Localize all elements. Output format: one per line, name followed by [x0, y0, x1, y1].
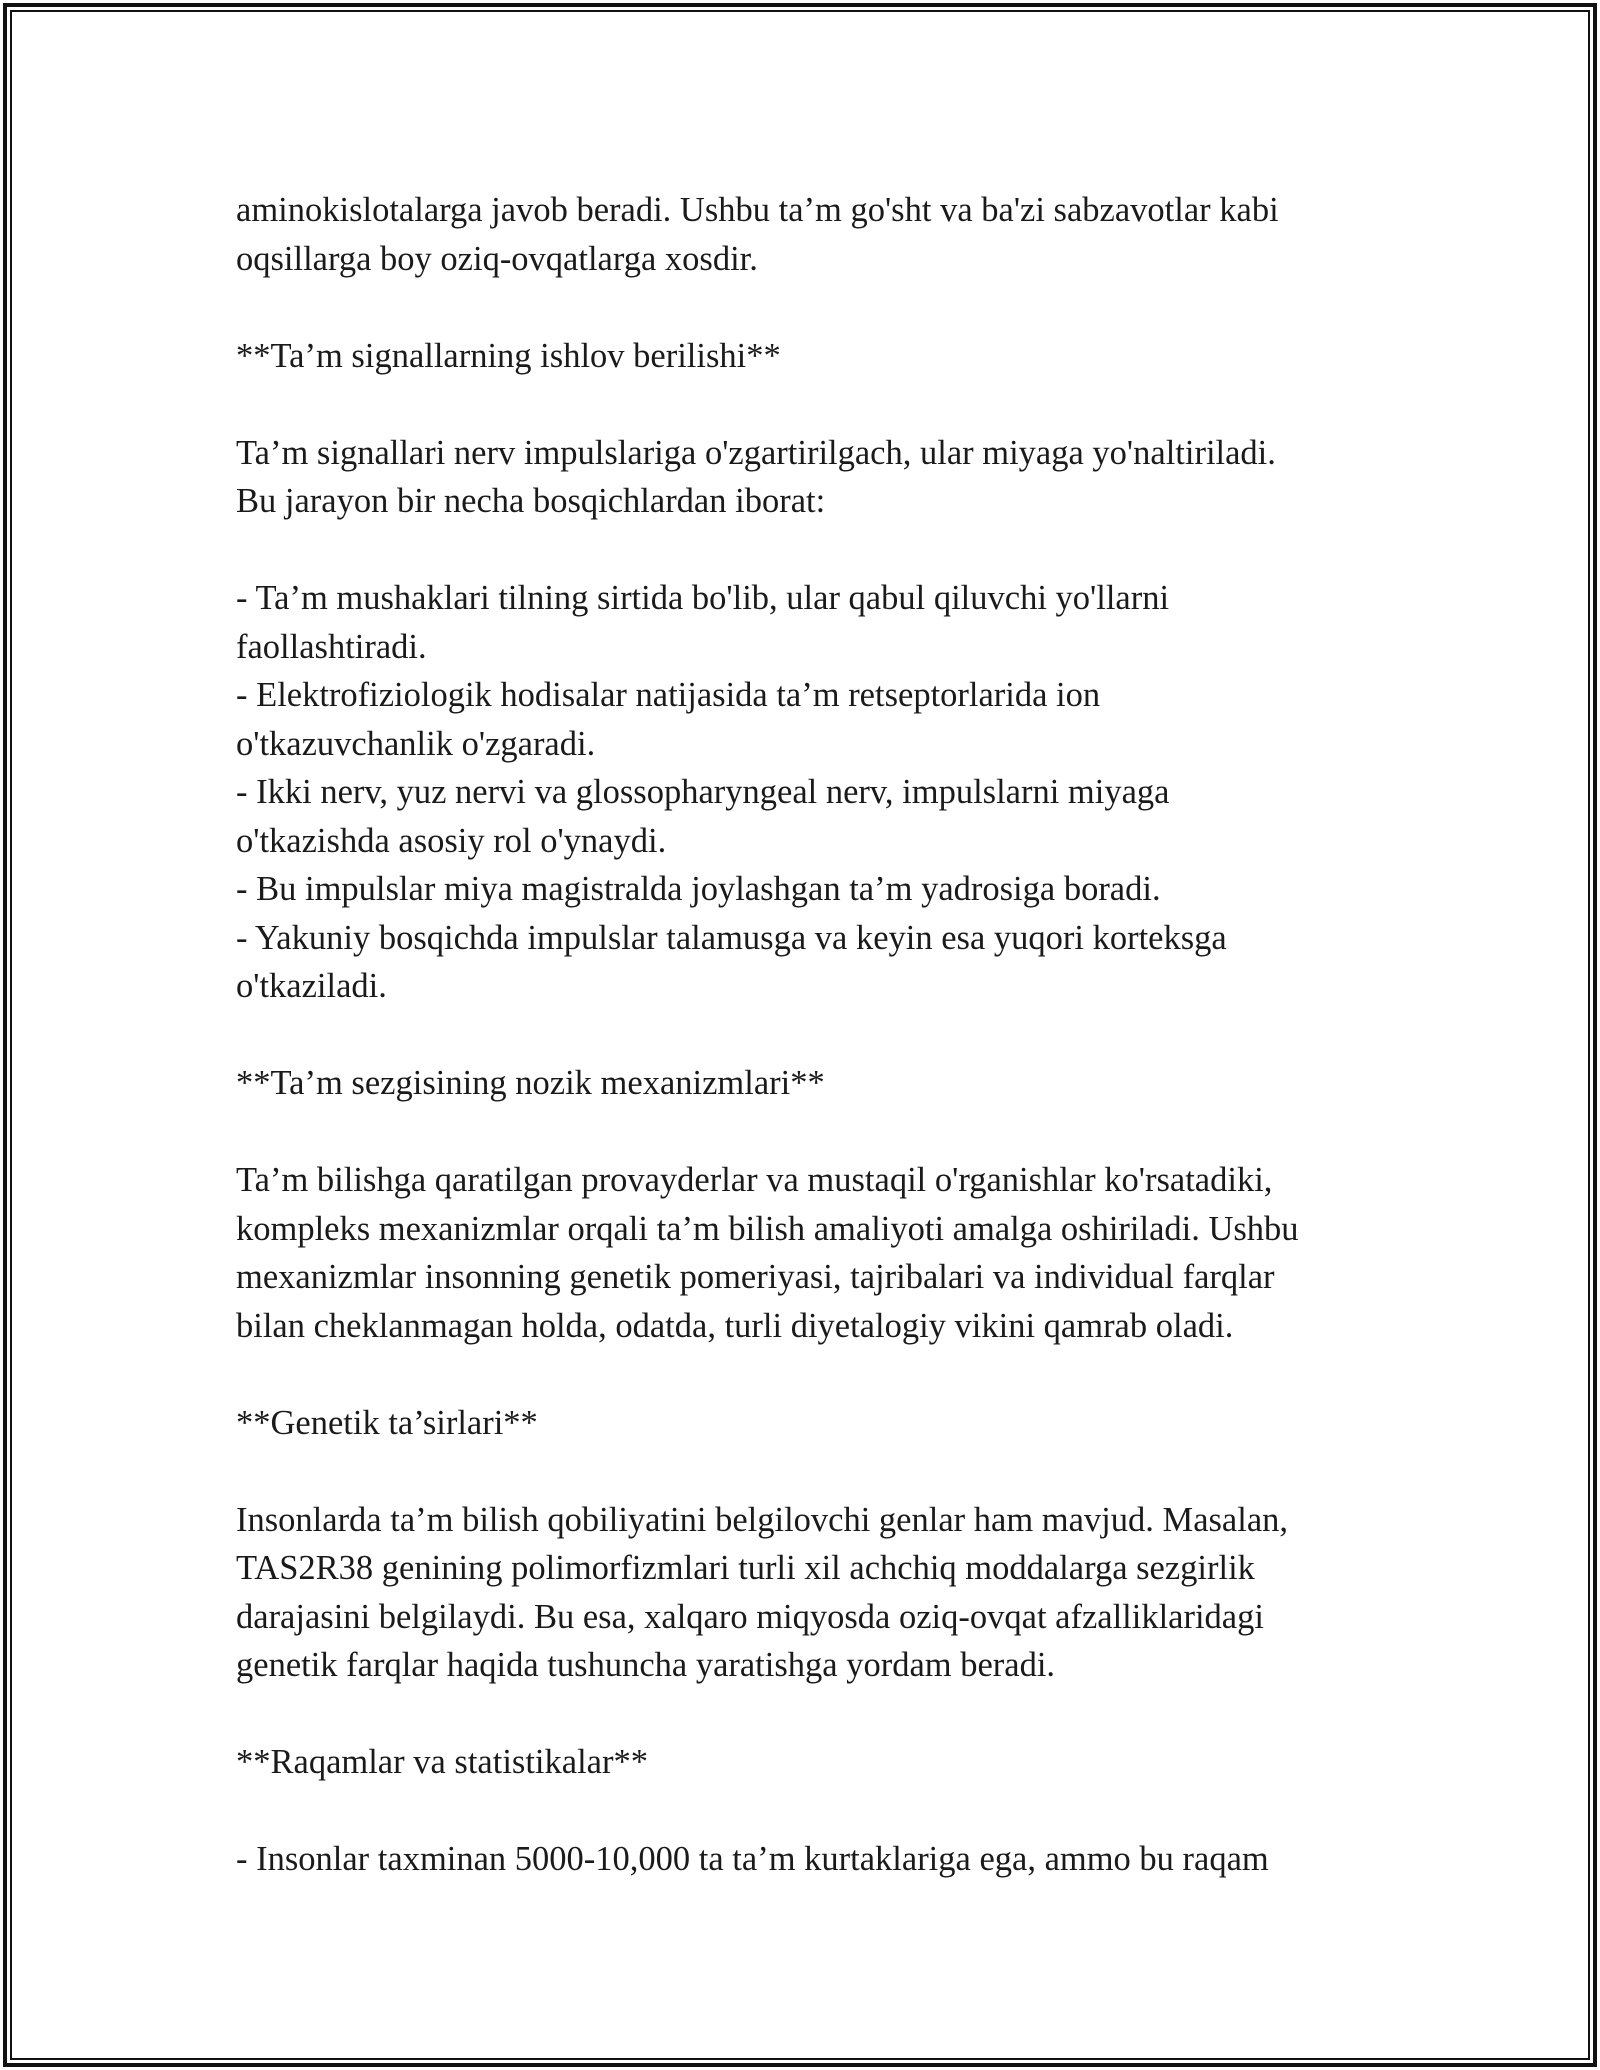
blank-line — [236, 1447, 1406, 1496]
text-line: bilan cheklanmagan holda, odatda, turli diyetalogiy vikini qamrab oladi. — [236, 1306, 1234, 1345]
section-heading: **Ta’m sezgisining nozik mexanizmlari** — [236, 1064, 825, 1102]
list-item: - Ta’m mushaklari tilning sirtida bo'lib, ular qabul qiluvchi yo'llarni — [236, 579, 1170, 617]
list-item: - Yakuniy bosqichda impulslar talamusga va keyin esa yuqori korteksga — [236, 918, 1227, 957]
blank-line — [236, 526, 1406, 575]
blank-line — [236, 1108, 1406, 1157]
document-body — [236, 186, 1406, 1884]
text-line: kompleks mexanizmlar orqali ta’m bilish amaliyoti amalga oshiriladi. Ushbu — [236, 1209, 1299, 1248]
text-line: TAS2R38 genining polimorfizmlari turli xil achchiq moddalarga sezgirlik — [236, 1549, 1255, 1587]
blank-line — [236, 283, 1406, 332]
list-item: - Ikki nerv, yuz nervi va glossopharyngeal nerv, impulslarni miyaga — [236, 773, 1170, 811]
blank-line — [236, 1690, 1406, 1739]
blank-line — [236, 1787, 1406, 1836]
text-line: aminokislotalarga javob beradi. Ushbu ta’m go'sht va ba'zi sabzavotlar kabi — [236, 191, 1279, 229]
text-line: Ta’m signallari nerv impulslariga o'zgartirilgach, ular miyaga yo'naltiriladi. — [236, 433, 1276, 472]
section-heading: **Raqamlar va statistikalar** — [236, 1743, 648, 1781]
blank-line — [236, 1350, 1406, 1399]
list-item: - Bu impulslar miya magistralda joylashgan ta’m yadrosiga boradi. — [236, 870, 1161, 908]
text-line: oqsillarga boy oziq-ovqatlarga xosdir. — [236, 239, 758, 278]
text-line: faollashtiradi. — [236, 627, 427, 666]
text-line: Bu jarayon bir necha bosqichlardan iborat: — [236, 482, 826, 520]
section-heading: **Genetik ta’sirlari** — [236, 1403, 538, 1442]
list-item: - Elektrofiziologik hodisalar natijasida ta’m retseptorlarida ion — [236, 676, 1101, 714]
section-heading: **Ta’m signallarning ishlov berilishi** — [236, 336, 781, 375]
text-line: genetik farqlar haqida tushuncha yaratishga yordam beradi. — [236, 1646, 1056, 1684]
text-line: o'tkazuvchanlik o'zgaradi. — [236, 724, 596, 763]
blank-line — [236, 380, 1406, 429]
text-line: mexanizmlar insonning genetik pomeriyasi, tajribalari va individual farqlar — [236, 1258, 1275, 1296]
text-line: Insonlarda ta’m bilish qobiliyatini belgilovchi genlar ham mavjud. Masalan, — [236, 1500, 1289, 1539]
list-item: - Insonlar taxminan 5000-10,000 ta ta’m kurtaklariga ega, ammo bu raqam — [236, 1840, 1269, 1878]
text-line: Ta’m bilishga qaratilgan provayderlar va mustaqil o'rganishlar ko'rsatadiki, — [236, 1161, 1273, 1199]
text-line: o'tkaziladi. — [236, 967, 387, 1005]
blank-line — [236, 1011, 1406, 1060]
text-line: o'tkazishda asosiy rol o'ynaydi. — [236, 821, 667, 860]
text-line: darajasini belgilaydi. Bu esa, xalqaro miqyosda oziq-ovqat afzalliklaridagi — [236, 1597, 1264, 1636]
